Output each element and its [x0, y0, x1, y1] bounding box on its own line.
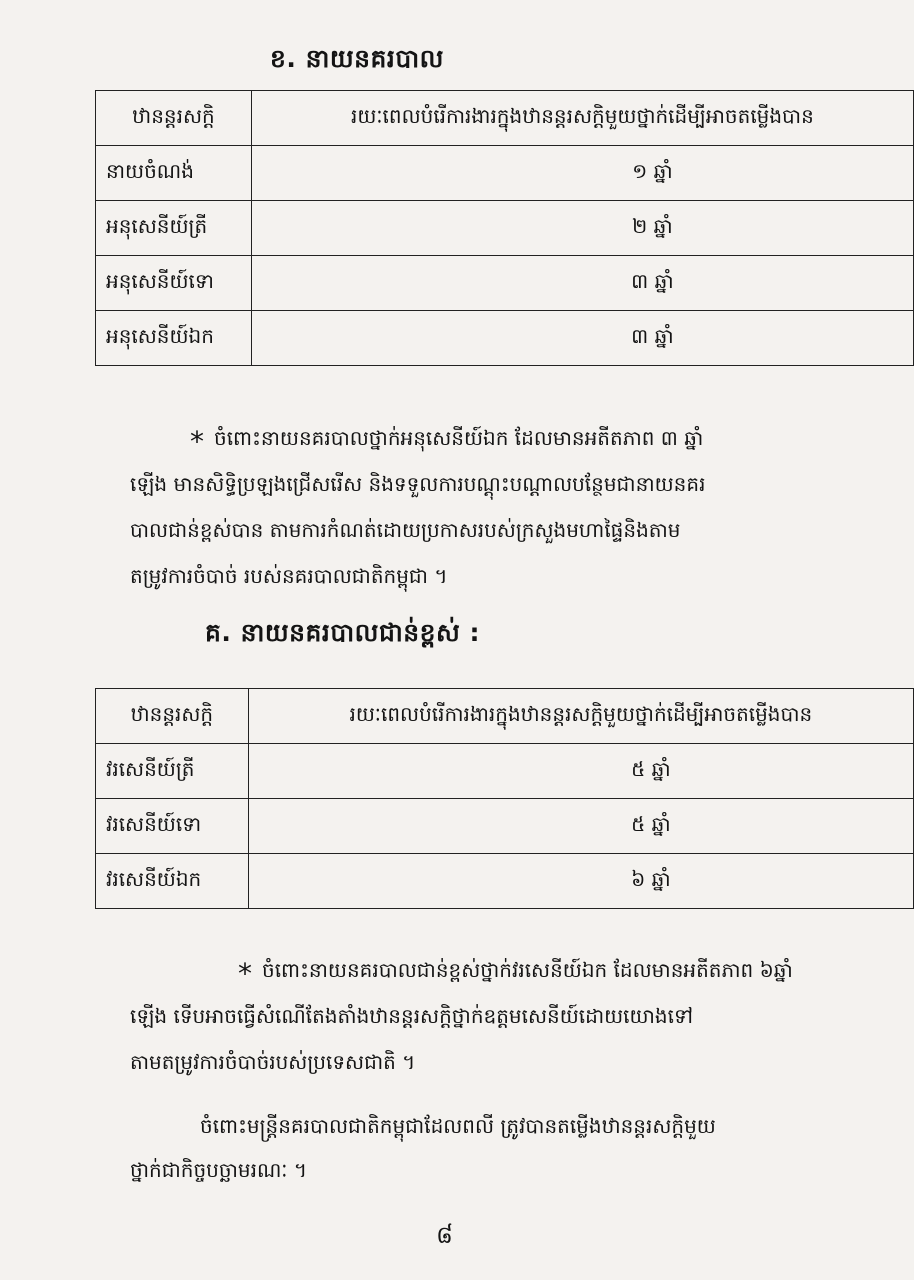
closing-line: ថ្នាក់ជាកិច្ចបច្ឆាមរណៈ ។ [130, 1158, 308, 1182]
section-b-note-cont [130, 464, 870, 596]
note-line: ចំពោះនាយនគរបាលថ្នាក់អនុសេនីយ៍ឯក ដែលមានអតីតភាព ៣ ឆ្នាំ [214, 426, 704, 450]
page-number: ៨ [436, 1221, 453, 1249]
note-line: ឡើង ទើបអាចធ្វើសំណើតែងតាំងឋានន្តរសក្តិថ្នាក់ឧត្តមសេនីយ៍ដោយយោងទៅ [130, 1004, 693, 1028]
duration-cell: ៦ ឆ្នាំ [248, 854, 913, 909]
note-line: ឡើង មានសិទ្ធិប្រឡងជ្រើសរើស និងទទួលការបណ្តុះបណ្តាលបន្ថែមជានាយនគរ [130, 472, 706, 496]
section-c-heading: គ. នាយនគរបាលជាន់ខ្ពស់ : [205, 618, 481, 647]
asterisk-icon: * [190, 425, 204, 458]
duration-cell: ៣ ឆ្នាំ [251, 256, 913, 311]
section-c-note-cont [130, 996, 870, 1082]
note-line: តាមតម្រូវការចំបាច់របស់ប្រទេសជាតិ ។ [130, 1050, 416, 1074]
rank-cell: វរសេនីយ៍ត្រី [96, 744, 249, 799]
rank-cell: អនុសេនីយ៍ឯក [96, 311, 252, 366]
rank-cell: នាយចំណង់ [96, 146, 252, 201]
section-b-note [190, 418, 870, 462]
rank-cell: វរសេនីយ៍ឯក [96, 854, 249, 909]
header-rank: ឋានន្តរសក្តិ [96, 689, 249, 744]
section-c-table [95, 688, 914, 909]
rank-cell: អនុសេនីយ៍ត្រី [96, 201, 252, 256]
table-row [96, 744, 914, 799]
table-header-row [96, 91, 914, 146]
table-row [96, 146, 914, 201]
table-row [96, 854, 914, 909]
duration-cell: ៥ ឆ្នាំ [248, 799, 913, 854]
table-row [96, 256, 914, 311]
note-line: តម្រូវការចំបាច់ របស់នគរបាលជាតិកម្ពុជា ។ [130, 564, 448, 588]
table-row [96, 799, 914, 854]
section-c-note [238, 950, 870, 994]
header-rank: ឋានន្តរសក្តិ [96, 91, 252, 146]
section-b-heading: ខ. នាយនគរបាល [270, 44, 444, 73]
duration-cell: ២ ឆ្នាំ [251, 201, 913, 256]
asterisk-icon: * [238, 957, 252, 990]
header-duration: រយៈពេលបំរើការងារក្នុងឋានន្តរសក្តិមួយថ្នាក់ដើម្បីអាចតម្លើងបាន [248, 689, 913, 744]
duration-cell: ៥ ឆ្នាំ [248, 744, 913, 799]
note-line: បាលជាន់ខ្ពស់បាន តាមការកំណត់ដោយប្រកាសរបស់ក្រសួងមហាផ្ទៃនិងតាម [130, 518, 681, 542]
closing-line: ចំពោះមន្ត្រីនគរបាលជាតិកម្ពុជាដែលពលី ត្រូវបានតម្លើងឋានន្តរសក្តិមួយ [200, 1114, 716, 1138]
closing-paragraph-cont [130, 1150, 870, 1190]
closing-paragraph [200, 1106, 870, 1146]
duration-cell: ៣ ឆ្នាំ [251, 311, 913, 366]
rank-cell: អនុសេនីយ៍ទោ [96, 256, 252, 311]
table-header-row [96, 689, 914, 744]
header-duration: រយៈពេលបំរើការងារក្នុងឋានន្តរសក្តិមួយថ្នាក់ដើម្បីអាចតម្លើងបាន [251, 91, 913, 146]
table-row [96, 201, 914, 256]
section-b-table [95, 90, 914, 366]
rank-cell: វរសេនីយ៍ទោ [96, 799, 249, 854]
table-row [96, 311, 914, 366]
note-line: ចំពោះនាយនគរបាលជាន់ខ្ពស់ថ្នាក់វរសេនីយ៍ឯក ដែលមានអតីតភាព ៦ឆ្នាំ [262, 958, 793, 982]
duration-cell: ១ ឆ្នាំ [251, 146, 913, 201]
